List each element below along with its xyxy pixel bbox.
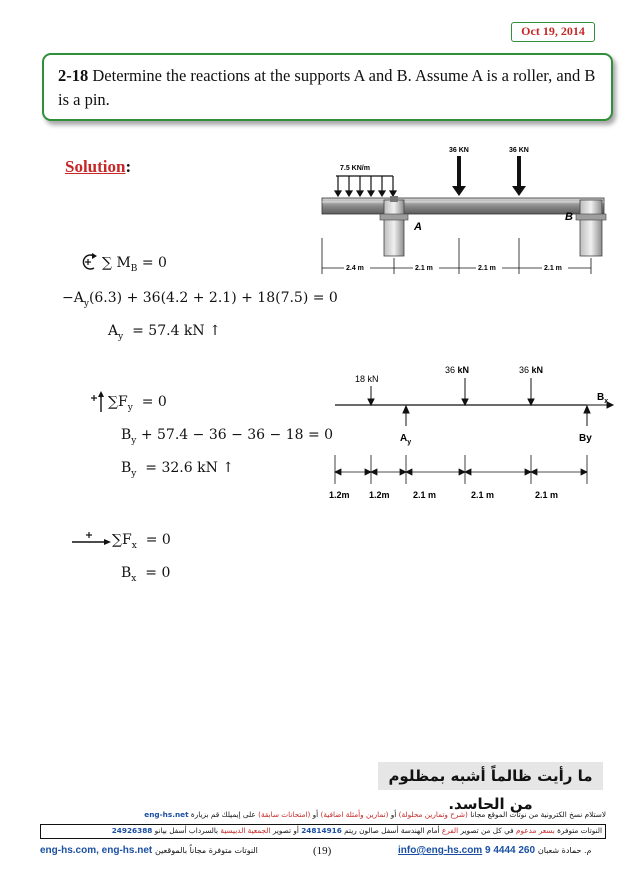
fbd-by-label: By [579, 433, 592, 444]
point-load-1 [452, 156, 466, 196]
support-b [576, 200, 606, 256]
fbd-load-18: 18 kN [355, 374, 379, 384]
fbd-dim-2: 1.2m [369, 490, 390, 500]
fbd-arrows [368, 378, 534, 405]
beam-figure [318, 138, 608, 278]
dim-3: 2.1 m [478, 265, 496, 272]
support-a [380, 196, 408, 256]
footer-websites[interactable]: eng-hs.com, eng-hs.net النوتات متوفرة مجاناً بالموقعين [40, 845, 258, 856]
fbd-by-arrow [584, 406, 590, 426]
arabic-quote: ما رأيت ظالماً أشبه بمظلوم من الحاسد. [378, 762, 603, 790]
dim-1: 2.4 m [346, 265, 364, 272]
fx-sign-icon [70, 530, 112, 548]
distributed-load [335, 176, 396, 196]
footer-site-link[interactable]: eng-hs.net [144, 810, 189, 819]
ay-result: $A_y = 57.4$ kN ↑ [108, 323, 221, 342]
footer-info-line: لاستلام نسخ الكترونية من نوتات الموقع مجانا (شرح وتمارين محلولة) أو (تمارين وأمثلة اضافية) أو (امتحانات سابقة) على إيميلك قم بزيارة eng-hs.net [144, 810, 606, 819]
point-load-2 [512, 156, 526, 196]
problem-number: 2-18 [58, 66, 89, 85]
by-result: $B_y = 32.6$ kN ↑ [121, 460, 235, 479]
problem-statement [42, 53, 613, 121]
footer-availability-box: النوتات متوفرة بسعر مدعوم في كل من تصوير الفرع أمام الهندسة أسفل صالون ريتم 24814916 أو تصوير الجمعية الدبيسية بالسرداب أسفل بيانو 24926388 [40, 824, 606, 839]
dim-2: 2.1 m [415, 265, 433, 272]
fbd-ay-label: $A_y$ [400, 433, 412, 446]
solution-heading: Solution: [65, 157, 132, 176]
fbd-load-36b: 36 kN [519, 365, 544, 375]
free-body-diagram [325, 360, 615, 505]
dim-4: 2.1 m [544, 265, 562, 272]
fbd-dim-5: 2.1 m [535, 490, 559, 500]
fbd-dimension-line [335, 455, 587, 484]
bx-result: $B_x = 0$ [121, 565, 171, 584]
footer-contact[interactable]: info@eng-hs.com 9 4444 260 م. حمادة شعبان [398, 845, 592, 856]
date-badge: Oct 19, 2014 [511, 22, 595, 42]
moment-sign-icon [78, 252, 100, 272]
fbd-ay-arrow [403, 406, 409, 426]
fy-expression: $B_y + 57.4 - 36 - 36 - 18 = 0$ [121, 427, 334, 446]
fy-sign-icon [88, 390, 108, 414]
moment-sum: ∑ $M_B = 0$ [102, 255, 167, 274]
fbd-dim-4: 2.1 m [471, 490, 495, 500]
distributed-load-label: 7.5 KN/m [340, 165, 370, 172]
moment-expression: $-A_y(6.3) + 36(4.2 + 2.1) + 18(7.5) = 0$ [62, 290, 338, 309]
fy-sum: $\sum F_y = 0$ [108, 394, 167, 413]
fx-sum: $\sum F_x = 0$ [112, 532, 171, 551]
problem-text: Determine the reactions at the supports A and B. Assume A is a roller, and B is a pin. [58, 66, 596, 109]
point-load-1-label: 36 KN [449, 147, 469, 154]
support-a-label: A [414, 221, 422, 233]
fbd-dim-3: 2.1 m [413, 490, 437, 500]
fbd-bx-label: $B_x$ [597, 392, 609, 405]
support-b-label: B [565, 211, 573, 223]
beam [322, 198, 604, 214]
page-number: (19) [313, 845, 332, 857]
point-load-2-label: 36 KN [509, 147, 529, 154]
fbd-load-36a: 36 kN [445, 365, 470, 375]
fbd-dim-1: 1.2m [329, 490, 350, 500]
